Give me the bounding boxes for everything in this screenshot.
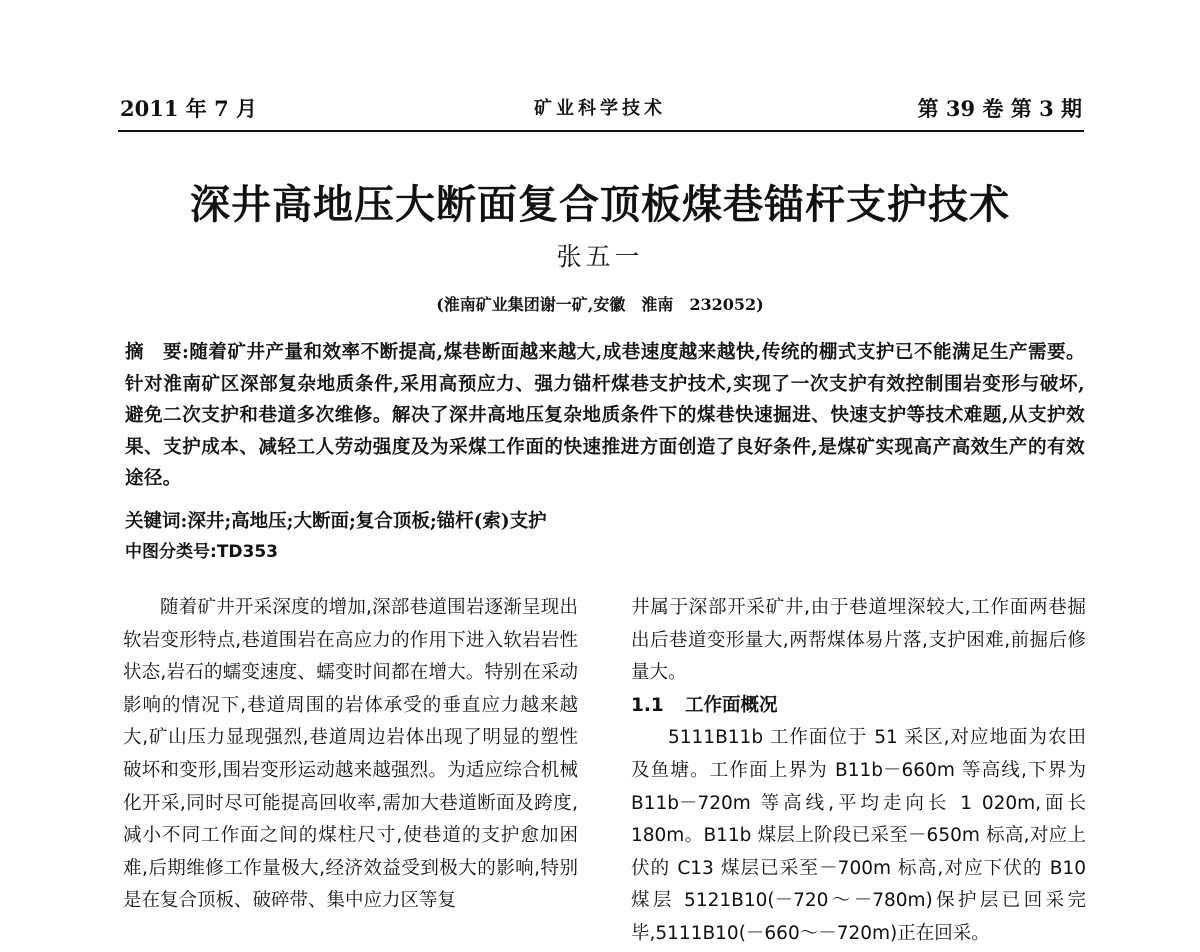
section-title: 工作面概况 xyxy=(685,694,778,716)
abstract-label: 摘 要: xyxy=(125,342,190,363)
keywords-label: 关键词: xyxy=(125,511,188,532)
body-paragraph: 5111B11b 工作面位于 51 采区,对应地面为农田及鱼塘。工作面上界为 B11b－660m 等高线,下界为 B11b－720m 等高线,平均走向长 1 020m,面长 180m。B11b 煤层上阶段已采至－650m 标高,对应上伏的 C13 煤层已采至－700m 标高,对应下伏的 B10 煤层 5121B10(－720～－780m)保护层已回采完毕,5111B10(－660～－720m)正在回采。 xyxy=(631,727,1086,944)
abstract-text: 随着矿井产量和效率不断提高,煤巷断面越来越大,成巷速度越来越快,传统的棚式支护已不能满足生产需要。针对淮南矿区深部复杂地质条件,采用高预应力、强力锚杆煤巷支护技术,实现了一次支护有效控制围岩变形与破坏,避免二次支护和巷道多次维修。解决了深井高地压复杂地质条件下的煤巷快速掘进、快速支护等技术难题,从支护效果、支护成本、减轻工人劳动强度及为采煤工作面的快速推进方面创造了良好条件,是煤矿实现高产高效生产的有效途径。 xyxy=(125,342,1085,489)
header-rule xyxy=(118,130,1084,132)
journal-name: 矿业科学技术 xyxy=(534,98,666,119)
article-author: 张五一 xyxy=(556,242,644,271)
classification-label: 中图分类号: xyxy=(125,542,217,562)
section-heading xyxy=(631,690,1086,723)
keywords xyxy=(125,506,1085,538)
classification-code: TD353 xyxy=(216,542,279,562)
classification xyxy=(125,537,1085,569)
body-column-left xyxy=(123,592,578,918)
body-paragraph: 随着矿井开采深度的增加,深部巷道围岩逐渐呈现出软岩变形特点,巷道围岩在高应力的作用下进入软岩岩性状态,岩石的蠕变速度、蠕变时间都在增大。特别在采动影响的情况下,巷道周围的岩体承受的垂直应力越来越大,矿山压力显现强烈,巷道周边岩体出现了明显的塑性破坏和变形,围岩变形运动越来越强烈。为适应综合机械化开采,同时尽可能提高回收率,需加大巷道断面及跨度,减小不同工作面之间的煤柱尺寸,使巷道的支护愈加困难,后期维修工作量极大,经济效益受到极大的影响,特别是在复合顶板、破碎带、集中应力区等复 xyxy=(123,597,578,912)
abstract xyxy=(125,337,1085,495)
keywords-text: 深井;高地压;大断面;复合顶板;锚杆(索)支护 xyxy=(187,511,547,532)
article-title: 深井高地压大断面复合顶板煤巷锚杆支护技术 xyxy=(190,181,1010,228)
body-column-right xyxy=(631,592,1086,951)
body-paragraph: 井属于深部开采矿井,由于巷道埋深较大,工作面两巷掘出后巷道变形量大,两帮煤体易片落,支护困难,前掘后修量大。 xyxy=(631,597,1086,684)
author-affiliation: (淮南矿业集团谢一矿,安徽 淮南 232052) xyxy=(436,295,764,314)
section-number: 1.1 xyxy=(631,694,664,716)
volume-issue: 第 39 卷 第 3 期 xyxy=(917,96,1082,121)
issue-date: 2011 年 7 月 xyxy=(120,96,257,121)
